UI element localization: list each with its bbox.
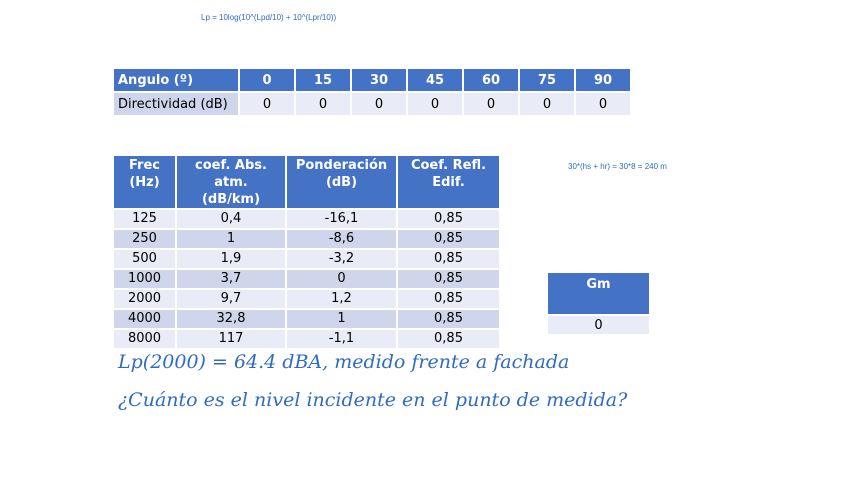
freq-header: Frec (Hz) [113, 155, 176, 209]
freq-cell: 500 [113, 249, 176, 269]
weighting-cell: 1 [286, 309, 397, 329]
reflection-cell: 0,85 [397, 209, 500, 229]
weighting-cell: 0 [286, 269, 397, 289]
reflection-cell: 0,85 [397, 229, 500, 249]
abs-cell: 0,4 [176, 209, 286, 229]
table-row [113, 229, 500, 249]
abs-cell: 32,8 [176, 309, 286, 329]
angle-header-label: Angulo (º) [113, 68, 239, 92]
angle-col: 15 [295, 68, 351, 92]
abs-cell: 117 [176, 329, 286, 349]
reflection-cell: 0,85 [397, 289, 500, 309]
weighting-header: Ponderación (dB) [286, 155, 397, 209]
directivity-cell: 0 [575, 92, 631, 116]
directivity-cell: 0 [239, 92, 295, 116]
abs-cell: 3,7 [176, 269, 286, 289]
table-row [113, 289, 500, 309]
table-row [113, 329, 500, 349]
angle-col: 90 [575, 68, 631, 92]
angle-col: 0 [239, 68, 295, 92]
directivity-cell: 0 [351, 92, 407, 116]
directivity-row-label: Directividad (dB) [113, 92, 239, 116]
abs-cell: 9,7 [176, 289, 286, 309]
angle-col: 45 [407, 68, 463, 92]
frequency-table [112, 154, 501, 350]
angle-header-row [113, 68, 631, 92]
reflection-cell: 0,85 [397, 329, 500, 349]
freq-table-body [113, 209, 500, 349]
freq-cell: 8000 [113, 329, 176, 349]
weighting-cell: -1,1 [286, 329, 397, 349]
table-row [113, 309, 500, 329]
abs-header: coef. Abs. atm. (dB/km) [176, 155, 286, 209]
directivity-table [112, 67, 632, 117]
gm-value: 0 [547, 315, 650, 335]
freq-header-row [113, 155, 500, 209]
freq-cell: 250 [113, 229, 176, 249]
weighting-cell: -16,1 [286, 209, 397, 229]
freq-cell: 125 [113, 209, 176, 229]
abs-cell: 1,9 [176, 249, 286, 269]
equation-measured-level: Lp(2000) = 64.4 dBA, medido frente a fachada [118, 351, 570, 373]
abs-cell: 1 [176, 229, 286, 249]
reflection-header: Coef. Refl. Edif. [397, 155, 500, 209]
formula-distance: 30*(hs + hr) = 30*8 = 240 m [568, 162, 667, 171]
angle-col: 75 [519, 68, 575, 92]
freq-cell: 4000 [113, 309, 176, 329]
directivity-cell: 0 [519, 92, 575, 116]
angle-col: 60 [463, 68, 519, 92]
freq-cell: 2000 [113, 289, 176, 309]
weighting-cell: -8,6 [286, 229, 397, 249]
reflection-cell: 0,85 [397, 249, 500, 269]
directivity-cell: 0 [407, 92, 463, 116]
gm-header: Gm [547, 272, 650, 315]
formula-top: Lp = 10log(10^(Lpd/10) + 10^(Lpr/10)) [201, 13, 337, 22]
directivity-cell: 0 [295, 92, 351, 116]
table-row [113, 249, 500, 269]
weighting-cell: -3,2 [286, 249, 397, 269]
reflection-cell: 0,85 [397, 309, 500, 329]
gm-table [546, 271, 651, 336]
weighting-cell: 1,2 [286, 289, 397, 309]
directivity-cell: 0 [463, 92, 519, 116]
directivity-row [113, 92, 631, 116]
question-text: ¿Cuánto es el nivel incidente en el punto de medida? [118, 389, 628, 411]
table-row [113, 209, 500, 229]
freq-cell: 1000 [113, 269, 176, 289]
angle-col: 30 [351, 68, 407, 92]
reflection-cell: 0,85 [397, 269, 500, 289]
table-row [113, 269, 500, 289]
